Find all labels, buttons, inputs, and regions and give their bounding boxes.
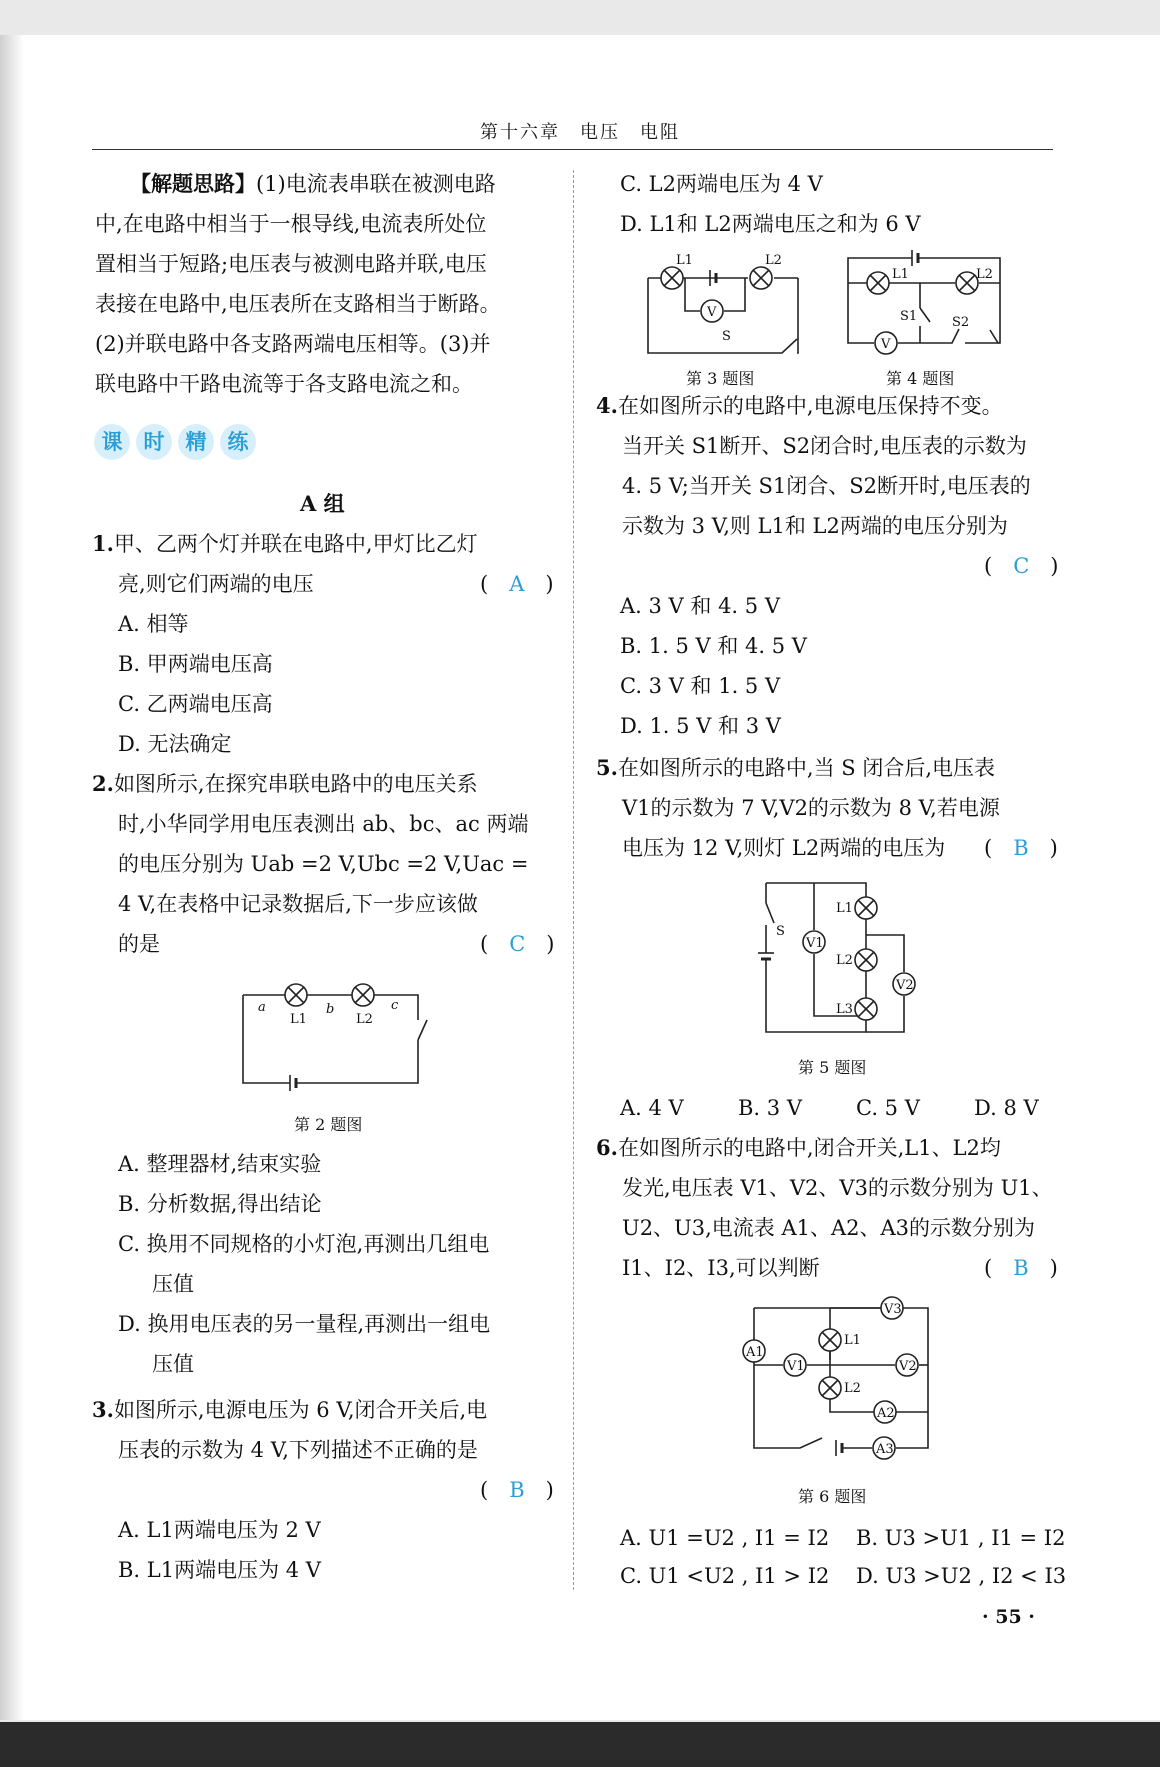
- q5-lamp-l3-label: L3: [836, 1002, 853, 1017]
- tips-line-5: (2)并联电路中各支路两端电压相等。(3)并: [95, 332, 491, 356]
- tips-line-6: 联电路中干路电流等于各支路电流之和。: [95, 372, 473, 396]
- q4-caption: 第 4 题图: [886, 369, 955, 388]
- q6-lamp-l2-label: L2: [844, 1381, 861, 1396]
- q4-option-a: A. 3 V 和 4. 5 V: [620, 594, 780, 618]
- q5-answer: ( B ): [984, 836, 1058, 860]
- q6-voltmeter-v3-label: V3: [884, 1302, 902, 1317]
- section-badge-3: 精: [178, 424, 214, 460]
- q2-point-c: c: [391, 998, 399, 1013]
- q5-line-3: 电压为 12 V,则灯 L2两端的电压为: [622, 836, 946, 860]
- q6-line-2: 发光,电压表 V1、V2、V3的示数分别为 U1、: [622, 1176, 1053, 1200]
- q4-option-b: B. 1. 5 V 和 4. 5 V: [620, 634, 807, 658]
- q2-option-b: B. 分析数据,得出结论: [118, 1192, 322, 1216]
- q4-line-3: 4. 5 V;当开关 S1闭合、S2断开时,电压表的: [622, 474, 1031, 498]
- q4-answer: ( C ): [984, 554, 1059, 578]
- page-shadow: [0, 35, 24, 1720]
- page-number: · 55 ·: [982, 1606, 1035, 1628]
- section-badge-2: 时: [136, 424, 172, 460]
- tips-line-1: 【解题思路】(1)电流表串联在被测电路: [130, 171, 496, 196]
- q1-option-a: A. 相等: [118, 612, 189, 636]
- bottom-band: [0, 1722, 1160, 1767]
- q2-line-1: 2.如图所示,在探究串联电路中的电压关系: [92, 771, 478, 796]
- q2-option-a: A. 整理器材,结束实验: [118, 1152, 322, 1176]
- q3-option-d: D. L1和 L2两端电压之和为 6 V: [620, 212, 921, 236]
- q3-circuit-diagram: [640, 248, 810, 358]
- q4-lamp-l2-label: L2: [976, 267, 993, 282]
- q2-line-5: 的是: [118, 932, 160, 956]
- q4-lamp-l1-label: L1: [892, 267, 909, 282]
- q3-option-a: A. L1两端电压为 2 V: [118, 1518, 321, 1542]
- q2-lamp-l1-label: L1: [290, 1012, 307, 1027]
- section-badge-4: 练: [220, 424, 256, 460]
- q1-option-b: B. 甲两端电压高: [118, 652, 273, 676]
- q2-option-d-cont: 压值: [152, 1352, 194, 1376]
- group-title: A 组: [300, 491, 345, 516]
- tips-line-4: 表接在电路中,电压表所在支路相当于断路。: [95, 292, 501, 316]
- q5-option-d: D. 8 V: [974, 1096, 1039, 1120]
- q1-line-2: 亮,则它们两端的电压: [118, 572, 314, 596]
- q4-switch-s2-label: S2: [952, 315, 970, 330]
- q2-circuit-diagram: [230, 975, 430, 1090]
- q2-option-d: D. 换用电压表的另一量程,再测出一组电: [118, 1312, 491, 1336]
- q2-point-b: b: [326, 1002, 335, 1017]
- q6-answer: ( B ): [984, 1256, 1058, 1280]
- q6-option-a: A. U1 =U2 , I1 = I2: [620, 1526, 830, 1550]
- tips-line-3: 置相当于短路;电压表与被测电路并联,电压: [95, 252, 487, 276]
- q3-line-1: 3.如图所示,电源电压为 6 V,闭合开关后,电: [92, 1397, 488, 1422]
- q5-line-1: 5.在如图所示的电路中,当 S 闭合后,电压表: [596, 755, 996, 780]
- q6-option-d: D. U3 >U2 , I2 < I3: [856, 1564, 1067, 1588]
- q6-option-b: B. U3 >U1 , I1 = I2: [856, 1526, 1066, 1550]
- q2-caption: 第 2 题图: [294, 1115, 363, 1134]
- q6-caption: 第 6 题图: [798, 1487, 867, 1506]
- q3-answer: ( B ): [480, 1478, 554, 1502]
- q5-line-2: V1的示数为 7 V,V2的示数为 8 V,若电源: [622, 796, 1000, 820]
- q5-option-c: C. 5 V: [856, 1096, 920, 1120]
- q2-line-2: 时,小华同学用电压表测出 ab、bc、ac 两端: [118, 812, 529, 836]
- q3-voltmeter-label: V: [707, 305, 717, 320]
- q3-switch-label: S: [722, 329, 731, 344]
- tips-label: 【解题思路】: [130, 171, 256, 196]
- q6-line-1: 6.在如图所示的电路中,闭合开关,L1、L2均: [596, 1135, 1001, 1160]
- q6-voltmeter-v2-label: V2: [899, 1359, 917, 1374]
- q2-lamp-l2-label: L2: [356, 1012, 373, 1027]
- q5-voltmeter-v1-label: V1: [806, 936, 824, 951]
- q2-answer: ( C ): [480, 932, 555, 956]
- q3-line-2: 压表的示数为 4 V,下列描述不正确的是: [118, 1438, 478, 1462]
- q6-ammeter-a1-label: A1: [746, 1345, 764, 1360]
- column-divider: [573, 170, 574, 1590]
- q5-circuit-diagram: [756, 875, 936, 1035]
- q3-lamp-l1-label: L1: [676, 253, 693, 268]
- q6-voltmeter-v1-label: V1: [787, 1359, 805, 1374]
- q4-circuit-diagram: [840, 248, 1010, 358]
- tips-line-2: 中,在电路中相当于一根导线,电流表所处位: [95, 212, 487, 236]
- q5-lamp-l1-label: L1: [836, 901, 853, 916]
- q5-voltmeter-v2-label: V2: [896, 978, 914, 993]
- q6-option-c: C. U1 <U2 , I1 > I2: [620, 1564, 830, 1588]
- q5-option-a: A. 4 V: [620, 1096, 684, 1120]
- q4-option-c: C. 3 V 和 1. 5 V: [620, 674, 781, 698]
- q2-line-3: 的电压分别为 Uab =2 V,Ubc =2 V,Uac =: [118, 852, 529, 876]
- q3-lamp-l2-label: L2: [765, 253, 782, 268]
- q2-option-c: C. 换用不同规格的小灯泡,再测出几组电: [118, 1232, 490, 1256]
- running-header: 第十六章 电压 电阻: [480, 122, 680, 143]
- q6-line-4: I1、I2、I3,可以判断: [622, 1256, 820, 1280]
- q4-line-2: 当开关 S1断开、S2闭合时,电压表的示数为: [622, 434, 1027, 458]
- q5-switch-label: S: [776, 924, 785, 939]
- q6-ammeter-a2-label: A2: [877, 1406, 895, 1421]
- q4-line-4: 示数为 3 V,则 L1和 L2两端的电压分别为: [622, 514, 1008, 538]
- q6-lamp-l1-label: L1: [844, 1333, 861, 1348]
- q5-option-b: B. 3 V: [738, 1096, 802, 1120]
- q4-line-1: 4.在如图所示的电路中,电源电压保持不变。: [596, 393, 1003, 418]
- header-rule: [92, 149, 1053, 150]
- q2-point-a: a: [258, 1000, 266, 1015]
- q3-option-b: B. L1两端电压为 4 V: [118, 1558, 321, 1582]
- q1-option-d: D. 无法确定: [118, 732, 232, 756]
- q1-line-1: 1.甲、乙两个灯并联在电路中,甲灯比乙灯: [92, 531, 478, 556]
- q3-caption: 第 3 题图: [686, 369, 755, 388]
- q6-ammeter-a3-label: A3: [876, 1442, 894, 1457]
- q1-answer: ( A ): [480, 572, 554, 596]
- q3-option-c: C. L2两端电压为 4 V: [620, 172, 823, 196]
- q2-option-c-cont: 压值: [152, 1272, 194, 1296]
- q6-circuit-diagram: [740, 1298, 940, 1463]
- section-badge-1: 课: [94, 424, 130, 460]
- q2-line-4: 4 V,在表格中记录数据后,下一步应该做: [118, 892, 478, 916]
- q6-line-3: U2、U3,电流表 A1、A2、A3的示数分别为: [622, 1216, 1036, 1240]
- q5-lamp-l2-label: L2: [836, 953, 853, 968]
- q4-switch-s1-label: S1: [900, 309, 918, 324]
- q1-option-c: C. 乙两端电压高: [118, 692, 273, 716]
- q4-option-d: D. 1. 5 V 和 3 V: [620, 714, 781, 738]
- q4-voltmeter-label: V: [881, 337, 891, 352]
- q5-caption: 第 5 题图: [798, 1058, 867, 1077]
